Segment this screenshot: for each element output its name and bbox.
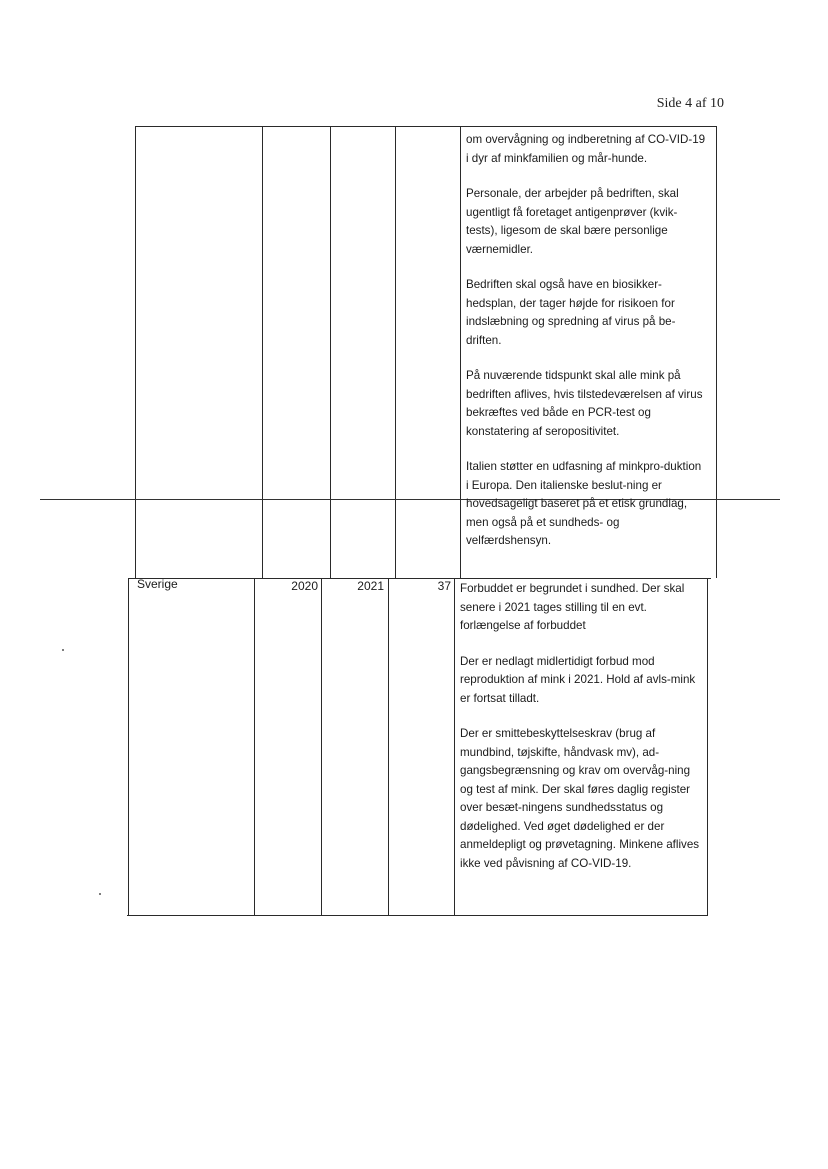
description-paragraph: Personale, der arbejder på bedriften, skal ugentligt få foretaget antigenprøver (kvik-tests), ligesom de skal bære personlige værnemidler.: [466, 187, 679, 256]
column-line: [716, 126, 717, 578]
column-line: [707, 578, 708, 916]
column-line: [128, 578, 129, 916]
column-line: [388, 578, 389, 916]
sverige-description-cell: [460, 580, 702, 873]
column-line: [460, 126, 461, 578]
table-bottom-border: [127, 915, 707, 916]
page-number: Side 4 af 10: [656, 96, 724, 111]
year-to-cell: 2021: [357, 579, 384, 593]
description-paragraph: Bedriften skal også have en biosikker-hedsplan, der tager højde for risikoen for indslæbning og spredning af virus på be-driften.: [466, 278, 676, 347]
description-paragraph: Der er smittebeskyttelseskrav (brug af mundbind, tøjskifte, håndvask mv), ad-gangsbegrænsning og krav om overvåg-ning og test af mink. Der skal føres daglig register over besæt-ningens sundhedsstatus og dødelighed. Ved øget dødelighed er der anmeldepligt og prøvetagning. Minkene aflives ikke ved påvisning af CO-VID-19.: [460, 727, 700, 870]
scan-speck: [62, 649, 64, 651]
number-cell: 37: [437, 579, 451, 593]
column-line: [395, 126, 396, 578]
country-cell: Sverige: [137, 577, 178, 591]
description-paragraph: om overvågning og indberetning af CO-VID-19 i dyr af minkfamilien og mår-hunde.: [466, 133, 706, 165]
description-paragraph: På nuværende tidspunkt skal alle mink på bedriften aflives, hvis tilstedeværelsen af virus bekræftes ved både en PCR-test og konstatering af seropositivitet.: [466, 369, 703, 438]
table-top-border: [135, 126, 716, 127]
column-line: [454, 578, 455, 916]
description-cell: [466, 131, 706, 551]
description-paragraph: Italien støtter en udfasning af minkpro-duktion i Europa. Den italienske beslut-ning er hovedsageligt baseret på et etisk grundlag, men også på et sundheds- og velfærdshensyn.: [466, 460, 702, 547]
column-line: [321, 578, 322, 916]
description-paragraph: Forbuddet er begrundet i sundhed. Der skal senere i 2021 tages stilling til en evt. forlængelse af forbuddet: [460, 582, 685, 632]
year-from-cell: 2020: [291, 579, 318, 593]
column-line: [135, 126, 136, 578]
column-line: [254, 578, 255, 916]
description-paragraph: Der er nedlagt midlertidigt forbud mod reproduktion af mink i 2021. Hold af avls-mink er fortsat tilladt.: [460, 654, 696, 705]
scan-speck: [99, 893, 101, 895]
column-line: [330, 126, 331, 578]
column-line: [262, 126, 263, 578]
